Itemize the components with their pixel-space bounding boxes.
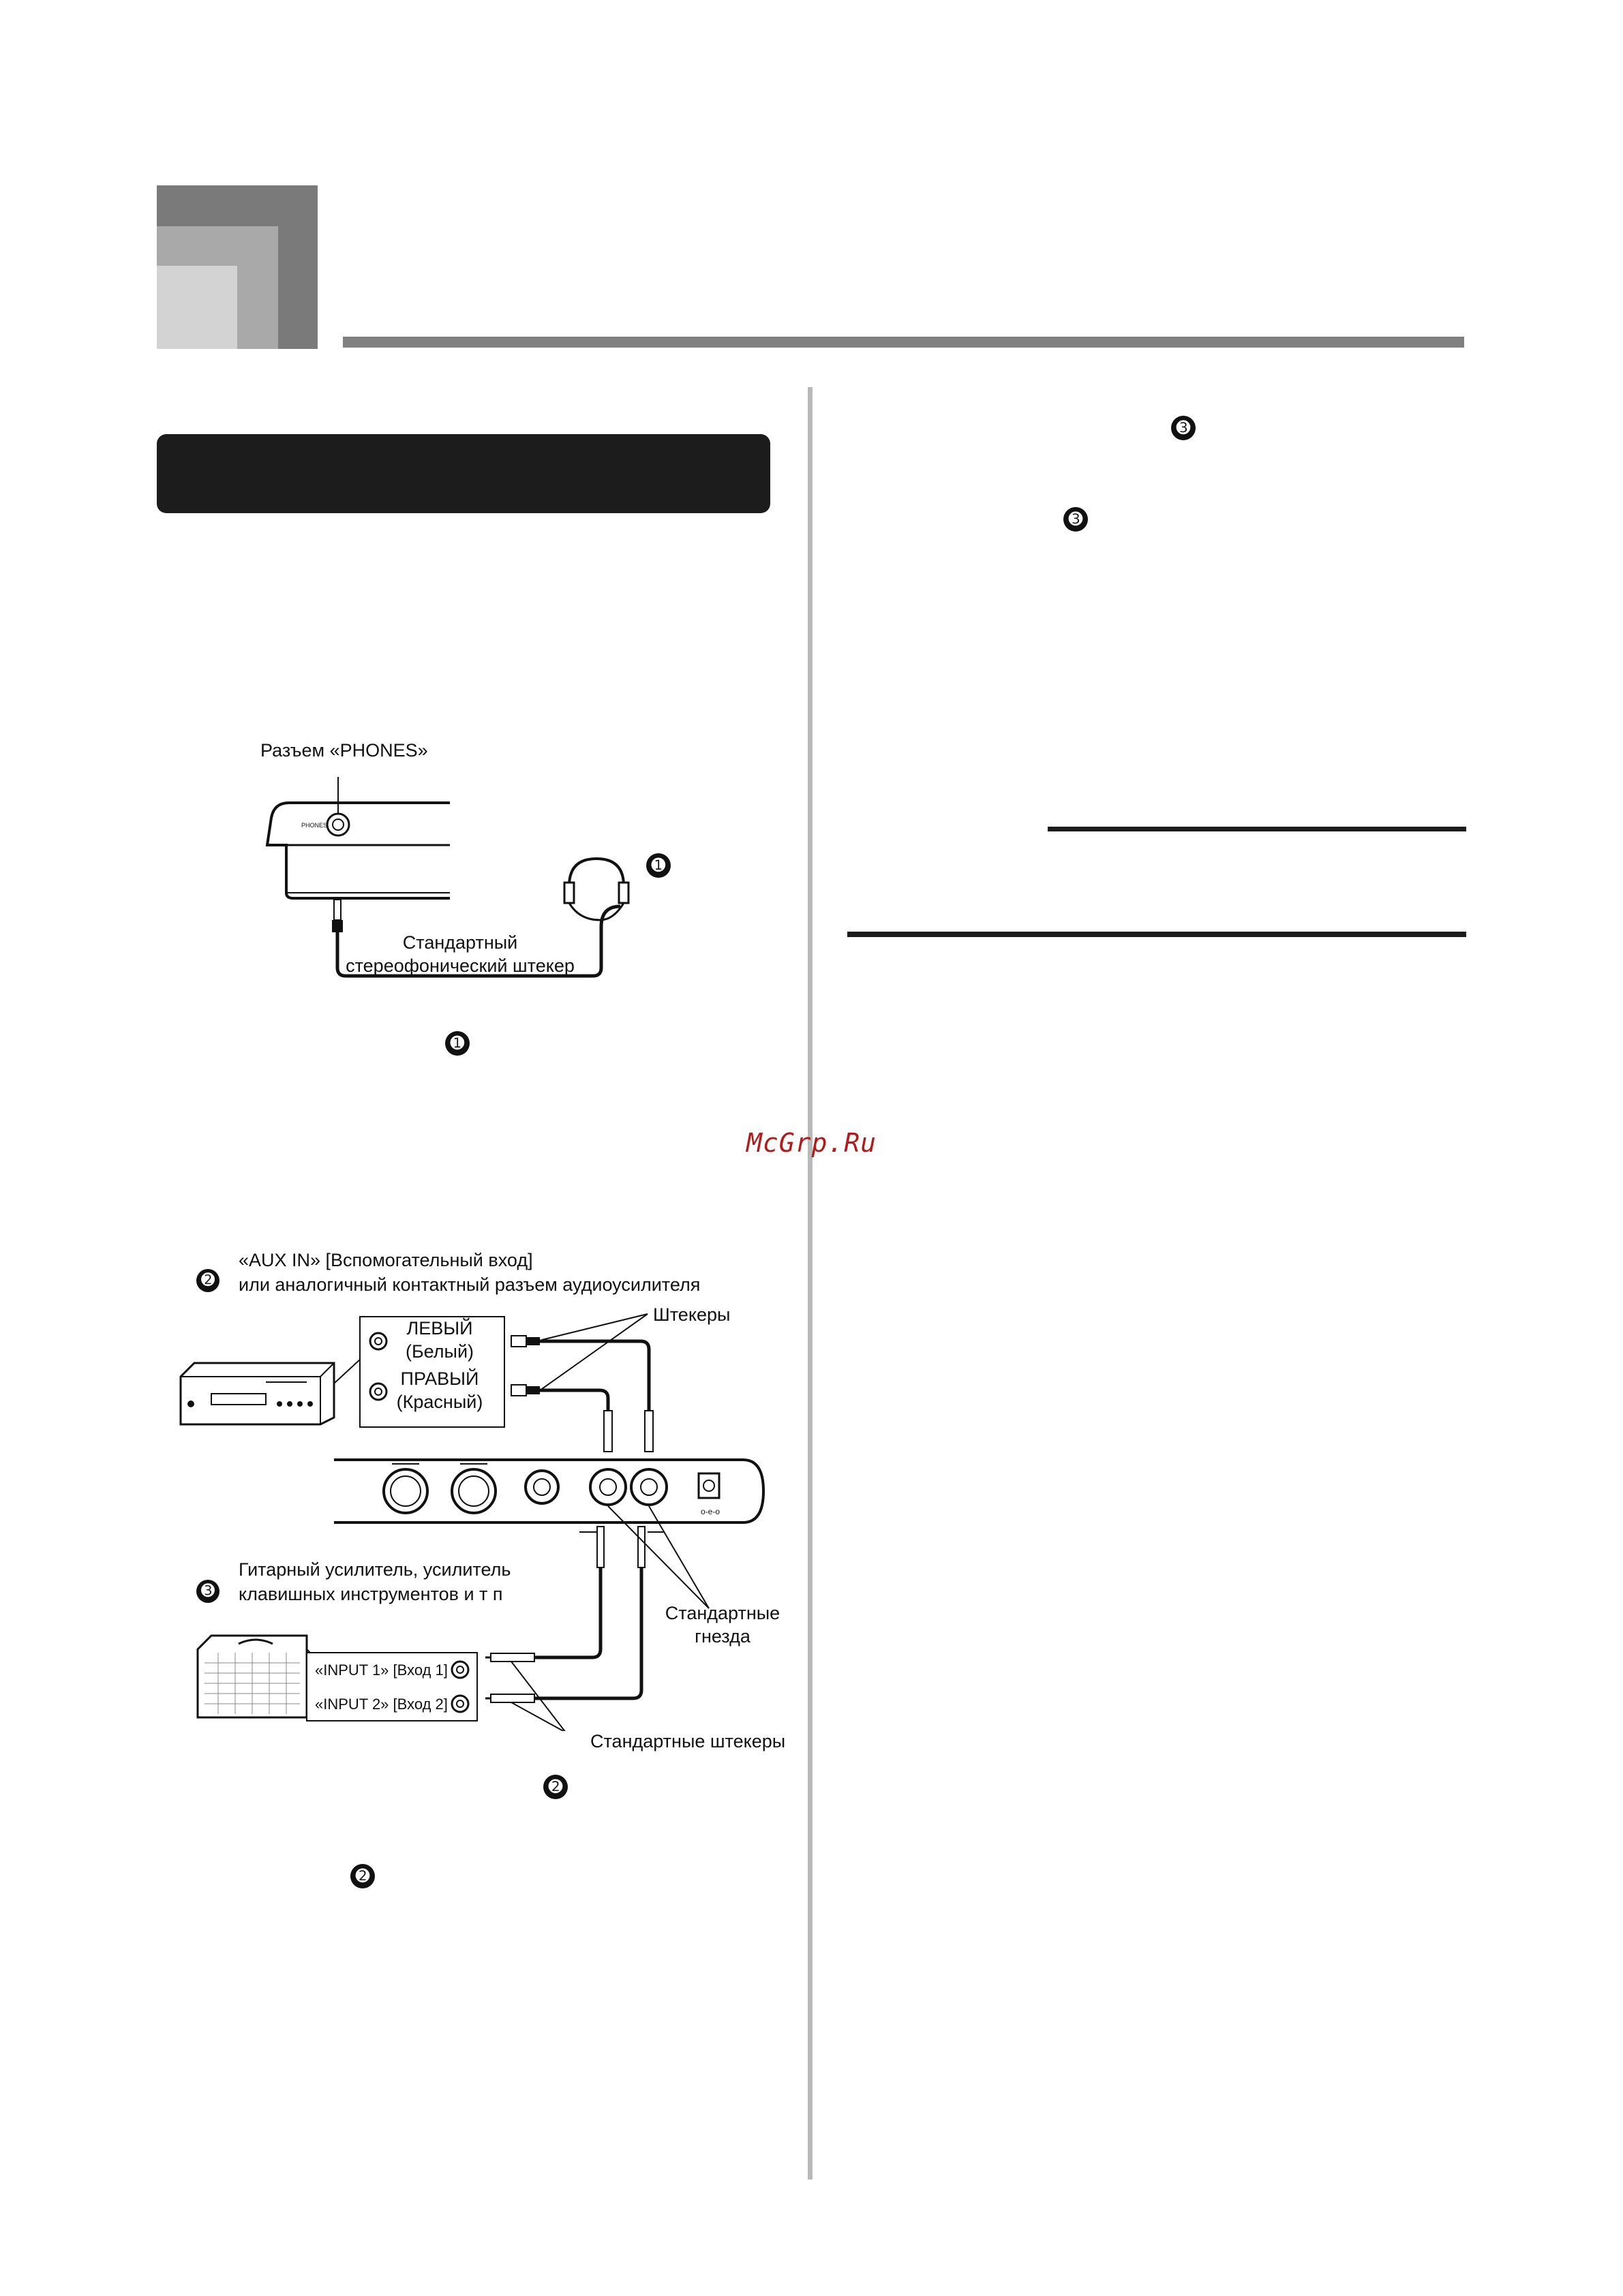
- right-line2: (Красный): [396, 1392, 483, 1412]
- standard-plugs-label: Стандартные штекеры: [590, 1731, 786, 1751]
- plug-label-line1: Стандартный: [402, 932, 518, 953]
- subsection-rule: [847, 932, 1466, 937]
- marker-3: ➌: [1063, 507, 1088, 532]
- watermark: McGrp.Ru: [746, 1128, 877, 1158]
- marker-2: ➋: [350, 1864, 375, 1888]
- column-divider: [808, 387, 813, 2179]
- plugs-label: Штекеры: [653, 1304, 731, 1325]
- left-line2: (Белый): [405, 1341, 474, 1362]
- left-channel-label: [382, 1317, 498, 1363]
- header-square-light: [157, 266, 237, 349]
- standard-jacks-label: [648, 1602, 798, 1648]
- header-rule: [343, 337, 1464, 348]
- jacks-line2: гнезда: [695, 1626, 750, 1647]
- marker-1: ➊: [445, 1031, 470, 1056]
- input1-label: «INPUT 1» [Вход 1]: [315, 1662, 448, 1679]
- phones-jack-label: Разъем «PHONES»: [260, 740, 428, 761]
- guitar-amp-label-line2: клавишных инструментов и т п: [239, 1584, 503, 1604]
- aux-label-line2: или аналогичный контактный разъем аудиоусилителя: [239, 1274, 701, 1295]
- guitar-amp-label-line1: Гитарный усилитель, усилитель: [239, 1559, 511, 1580]
- marker-3: ➌: [1171, 416, 1196, 440]
- marker-1: ➊: [646, 853, 671, 878]
- right-channel-label: [382, 1367, 498, 1413]
- svg-text:PHONES: PHONES: [301, 822, 328, 829]
- marker-3: ➌: [196, 1580, 219, 1603]
- section-title-bar: [157, 434, 770, 513]
- input2-label: «INPUT 2» [Вход 2]: [315, 1696, 448, 1713]
- svg-text:o-e-o: o-e-o: [701, 1507, 721, 1516]
- plug-label: [334, 931, 586, 977]
- jacks-line1: Стандартные: [665, 1603, 780, 1623]
- marker-2: ➋: [196, 1269, 219, 1292]
- right-line1: ПРАВЫЙ: [400, 1368, 479, 1389]
- marker-2: ➋: [543, 1775, 568, 1799]
- aux-label-line1: «AUX IN» [Вспомогательный вход]: [239, 1250, 533, 1270]
- plug-label-line2: стереофонический штекер: [346, 955, 575, 976]
- left-line1: ЛЕВЫЙ: [406, 1318, 473, 1338]
- subsection-rule: [1048, 827, 1466, 831]
